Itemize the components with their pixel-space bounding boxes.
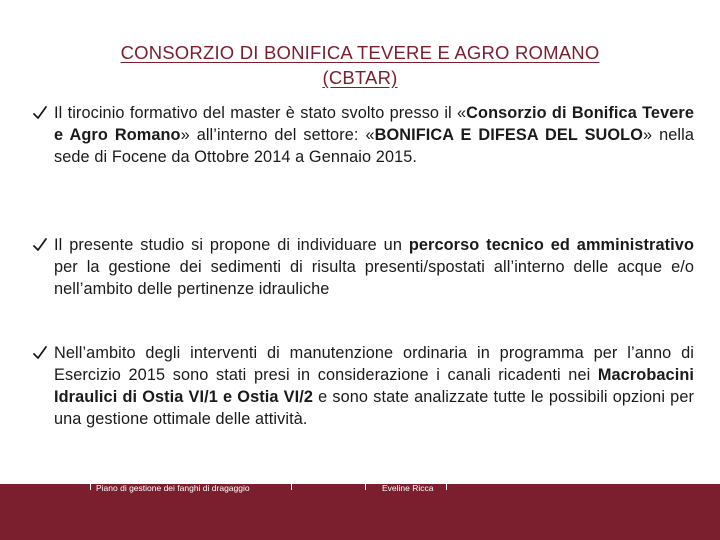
text-run: » all’interno del settore: « <box>180 126 375 144</box>
text-run: Il tirocinio formativo del master è stato svolto presso il « <box>54 104 467 122</box>
title-line-2: (CBTAR) <box>322 67 398 88</box>
bullet-text-3 <box>54 342 694 430</box>
bold-phrase: BONIFICA E DIFESA DEL SUOLO <box>374 126 643 144</box>
bold-phrase: percorso tecnico ed amministrativo <box>408 236 694 254</box>
checkmark-icon <box>32 342 48 364</box>
bullet-item-1 <box>32 102 694 168</box>
bullet-text-2 <box>54 234 694 300</box>
text-run: Il presente studio si propone di individuare un <box>54 236 409 254</box>
bold-phrase: Macrobacini Idraulici di Ostia VI/1 e Ostia VI/2 <box>54 366 694 406</box>
checkmark-icon <box>32 102 48 124</box>
checkmark-icon <box>32 234 48 256</box>
bullet-item-2 <box>32 234 694 300</box>
bullet-text-1 <box>54 102 694 168</box>
text-run: Nell’ambito degli interventi di manutenzione ordinaria in programma per l’anno di Esercizio 2015 sono stati presi in considerazione i canali ricadenti nei <box>54 344 694 384</box>
slide-title <box>40 40 680 90</box>
bullet-item-3 <box>32 342 694 430</box>
bold-phrase: Consorzio di Bonifica Tevere e Agro Romano <box>54 104 694 144</box>
text-run: e sono state analizzate tutte le possibili opzioni per una gestione ottimale delle attività. <box>54 388 694 428</box>
text-run: » nella sede di Focene da Ottobre 2014 a Gennaio 2015. <box>54 126 694 166</box>
footer-author: Eveline Ricca <box>382 483 434 493</box>
title-line-1: CONSORZIO DI BONIFICA TEVERE E AGRO ROMANO <box>120 42 600 63</box>
text-run: per la gestione dei sedimenti di risulta presenti/spostati all’interno delle acque e/o nell’ambito delle pertinenze idrauliche <box>54 258 694 298</box>
footer-presentation-title: Piano di gestione dei fanghi di dragaggio <box>96 483 250 493</box>
